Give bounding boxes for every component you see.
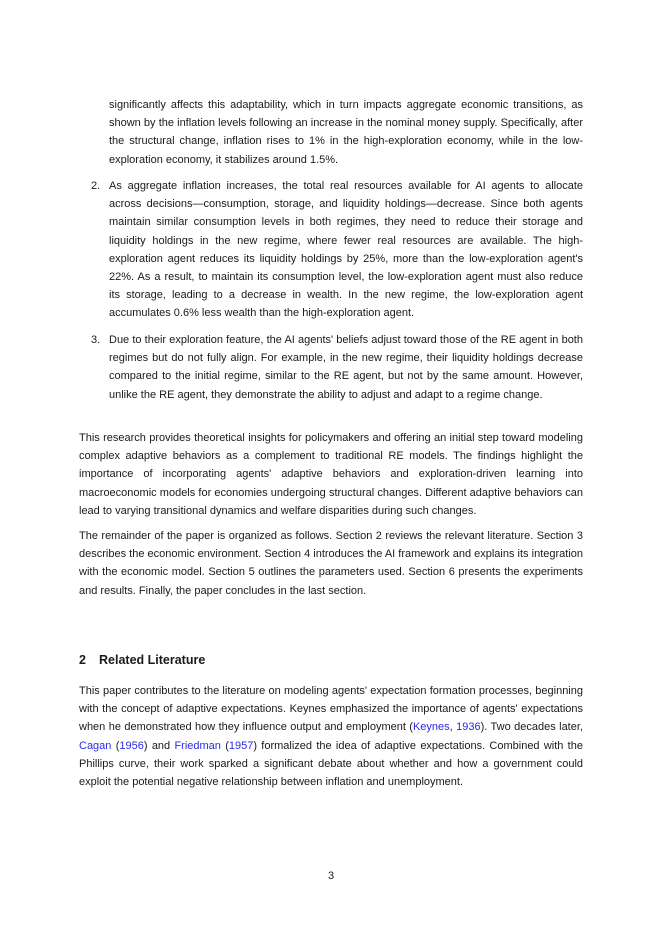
section-number: 2 — [79, 653, 86, 667]
page-number: 3 — [327, 870, 335, 882]
literature-text: ) formalized the idea of adaptive expectations. Combined with the Phillips curve, their work sparked a significant debate about whether and how a government could exploit the potential negative relationship between inflation and unemployment. — [79, 739, 583, 789]
citation-friedman-year-link[interactable]: 1957 — [228, 739, 254, 752]
literature-text: ). Two decades later, — [480, 721, 583, 734]
list-item — [79, 177, 583, 323]
citation-friedman-link[interactable]: Friedman — [174, 739, 221, 752]
list-item — [79, 331, 583, 404]
paren: ) — [143, 739, 148, 752]
citation-cagan-link[interactable]: Cagan — [79, 739, 112, 752]
paren: ( — [111, 739, 120, 752]
list-item-1-continuation: significantly affects this adaptability, which in turn impacts aggregate economic transitions, as shown by the inflation levels following an increase in the nominal money supply. Specifically, after the structural change, inflation rises to 1% in the high-exploration economy, while in the low-exploration economy, it stabilizes around 1.5%. — [109, 99, 583, 166]
section-title: Related Literature — [99, 653, 206, 667]
organization-paragraph: The remainder of the paper is organized as follows. Section 2 reviews the relevant literature. Section 3 describes the economic environment. Section 4 introduces the AI framework and explains its integration with the economic model. Section 5 outlines the parameters used. Section 6 presents the experiments and results. Finally, the paper concludes in the last section. — [79, 530, 583, 597]
literature-text: This paper contributes to the literature on modeling agents' expectation formation processes, beginning with the concept of adaptive expectations. Keynes emphasized the importance of agents' expectations when he demonstrated how they influence output and employment ( — [79, 685, 583, 734]
paren: ( — [220, 739, 229, 752]
literature-paragraph — [79, 682, 583, 791]
list-item-number: 3. — [91, 334, 101, 346]
list-item-text: As aggregate inflation increases, the total real resources available for AI agents to allocate across decisions—consumption, storage, and liquidity holdings—decrease. Since both agents maintain similar consumption levels in both regimes, they need to reduce their storage and liquidity holdings in the new regime, where fewer real resources are available. The high-exploration agent reduces its liquidity holdings by 25%, more than the low-exploration agent's 22%. As a result, to maintain its consumption level, the low-exploration agent must also reduce its storage, leading to a decrease in wealth. In the new regime, the low-exploration agent accumulates 0.6% less wealth than the high-exploration agent. — [109, 180, 583, 320]
list-item-text: Due to their exploration feature, the AI agents' beliefs adjust toward those of the RE agent in both regimes but do not fully align. For example, in the new regime, their liquidity holdings decrease compared to the initial regime, similar to the RE agent, but not by the same amount. However, unlike the RE agent, they demonstrate the ability to adjust and adapt to a regime change. — [109, 334, 583, 401]
citation-cagan-year-link[interactable]: 1956 — [119, 739, 144, 752]
citation-keynes-link[interactable]: Keynes, 1936 — [412, 721, 481, 734]
section-heading — [79, 651, 205, 669]
research-paragraph: This research provides theoretical insights for policymakers and offering an initial step toward modeling complex adaptive behaviors as a complement to traditional RE models. The findings highlight the importance of incorporating agents' adaptive behaviors and exploration-driven learning into macroeconomic models for economies undergoing structural changes. Different adaptive behaviors can lead to varying transitional dynamics and welfare disparities during such changes. — [79, 432, 583, 517]
list-item-number: 2. — [91, 180, 101, 192]
literature-text: and — [147, 739, 175, 752]
